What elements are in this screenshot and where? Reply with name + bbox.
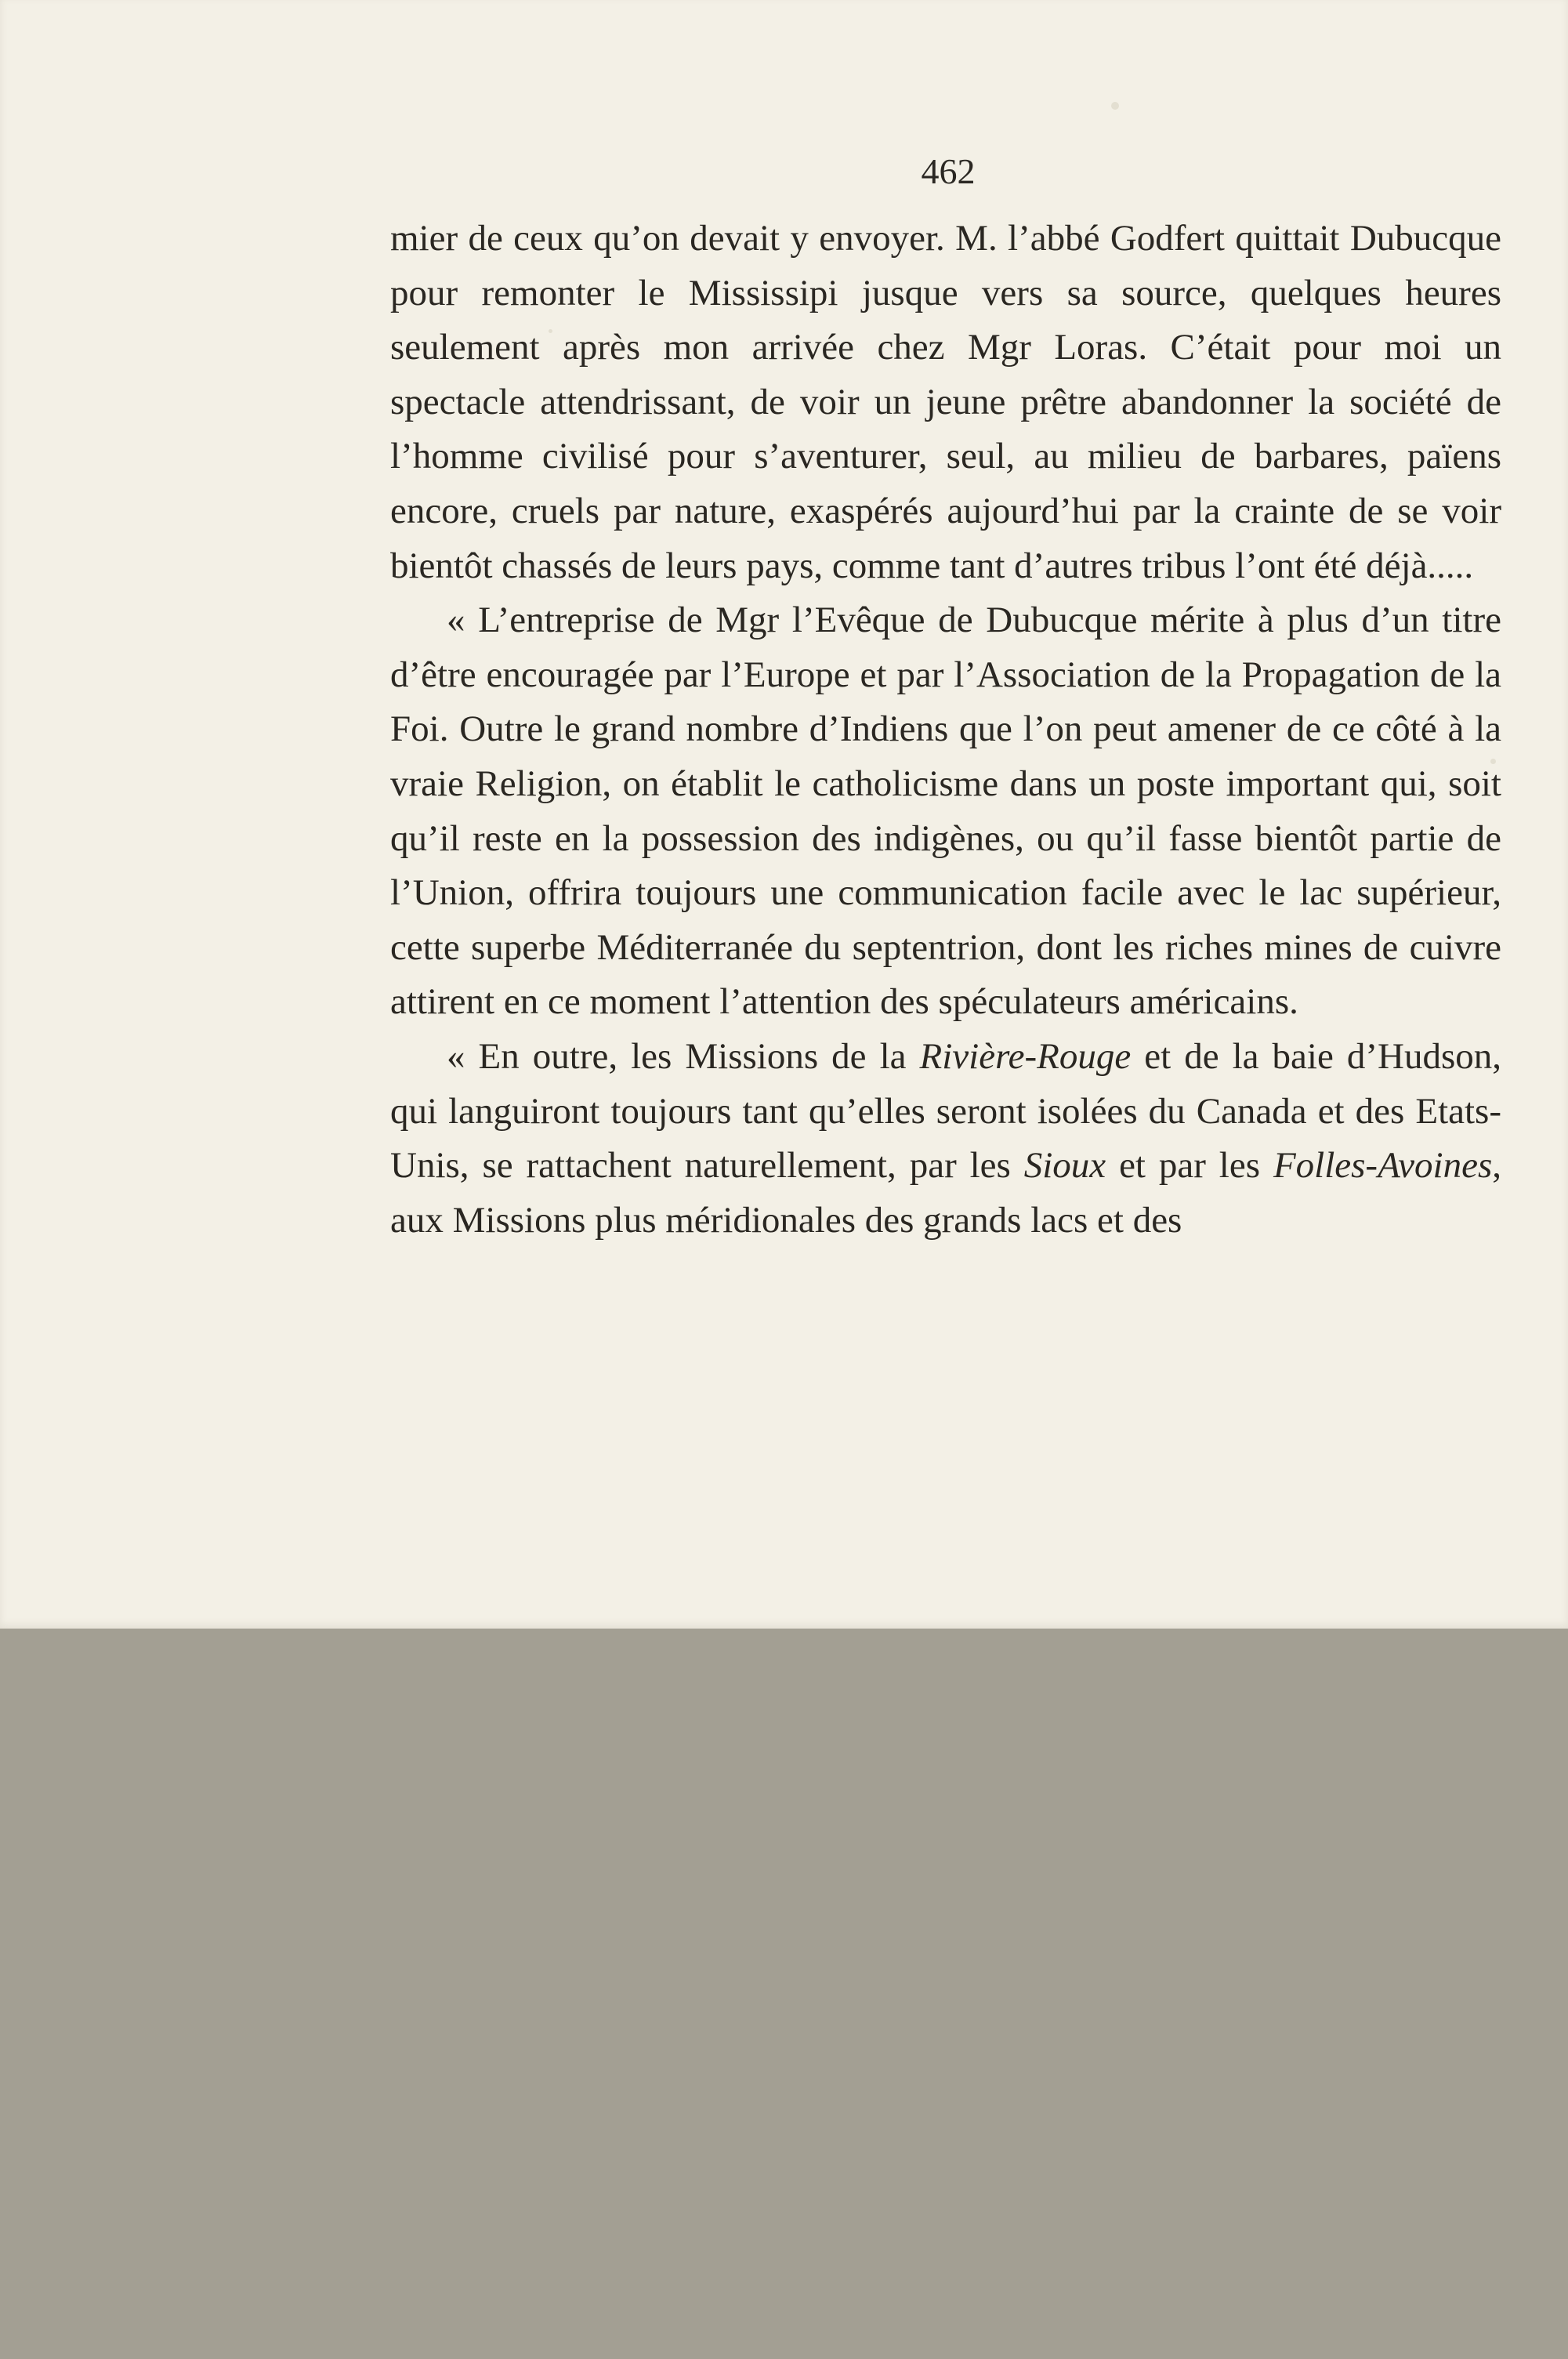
italic-tribe-name: Folles-Avoines bbox=[1273, 1145, 1493, 1187]
paragraph-text: « En outre, les Missions de la bbox=[447, 1035, 920, 1077]
paragraph-text: « L’entreprise de Mgr l’Evêque de Dubucque mérite à plus d’un titre d’être encouragée par l’Europe et par l’Association de la Propagation de la Foi. Outre le grand nombre d’Indiens que l’on peut amener de ce côté à la vraie Religion, on établit le catholicisme dans un poste important qui, soit qu’il reste en la possession des indigènes, ou qu’il fasse bientôt partie de l’Union, offrira toujours une communication facile avec le lac supérieur, cette superbe Méditerranée du septentrion, dont les riches mines de cuivre attirent en ce moment l’attention des spéculateurs américains. bbox=[390, 600, 1501, 1023]
paragraph-text: et de la baie d’Hudson, qui languiront toujours tant qu’elles seront isolées du Canada et des Etats-Unis, se rattachent naturellement, par les bbox=[390, 1035, 1501, 1187]
italic-tribe-name: Sioux bbox=[1023, 1145, 1106, 1187]
page-number: 462 bbox=[921, 151, 976, 191]
paragraph-text: mier de ceux qu’on devait y envoyer. M. l’abbé Godfert quittait Dubucque pour remonter le Mississipi jusque vers sa source, quelques heures seulement après mon arrivée chez Mgr Loras. C’était pour moi un spectacle attendrissant, de voir un jeune prêtre abandonner la société de l’homme civilisé pour s’aventurer, seul, au milieu de barbares, païens encore, cruels par nature, exaspérés aujourd’hui par la crainte de se voir bientôt chassés de leurs pays, comme tant d’autres tribus l’ont été déjà..... bbox=[390, 218, 1501, 586]
paragraph bbox=[390, 212, 1501, 593]
page-text bbox=[390, 212, 1501, 1248]
italic-place-name: Rivière-Rouge bbox=[919, 1035, 1132, 1077]
paper-spot bbox=[1111, 102, 1119, 110]
paragraph bbox=[390, 1030, 1501, 1248]
paragraph-text: , aux Missions plus méridionales des grands lacs et des bbox=[390, 1145, 1502, 1241]
paragraph-text: et par les bbox=[1106, 1145, 1273, 1187]
lower-blank-area bbox=[0, 1629, 1568, 2359]
paragraph bbox=[390, 593, 1501, 1030]
